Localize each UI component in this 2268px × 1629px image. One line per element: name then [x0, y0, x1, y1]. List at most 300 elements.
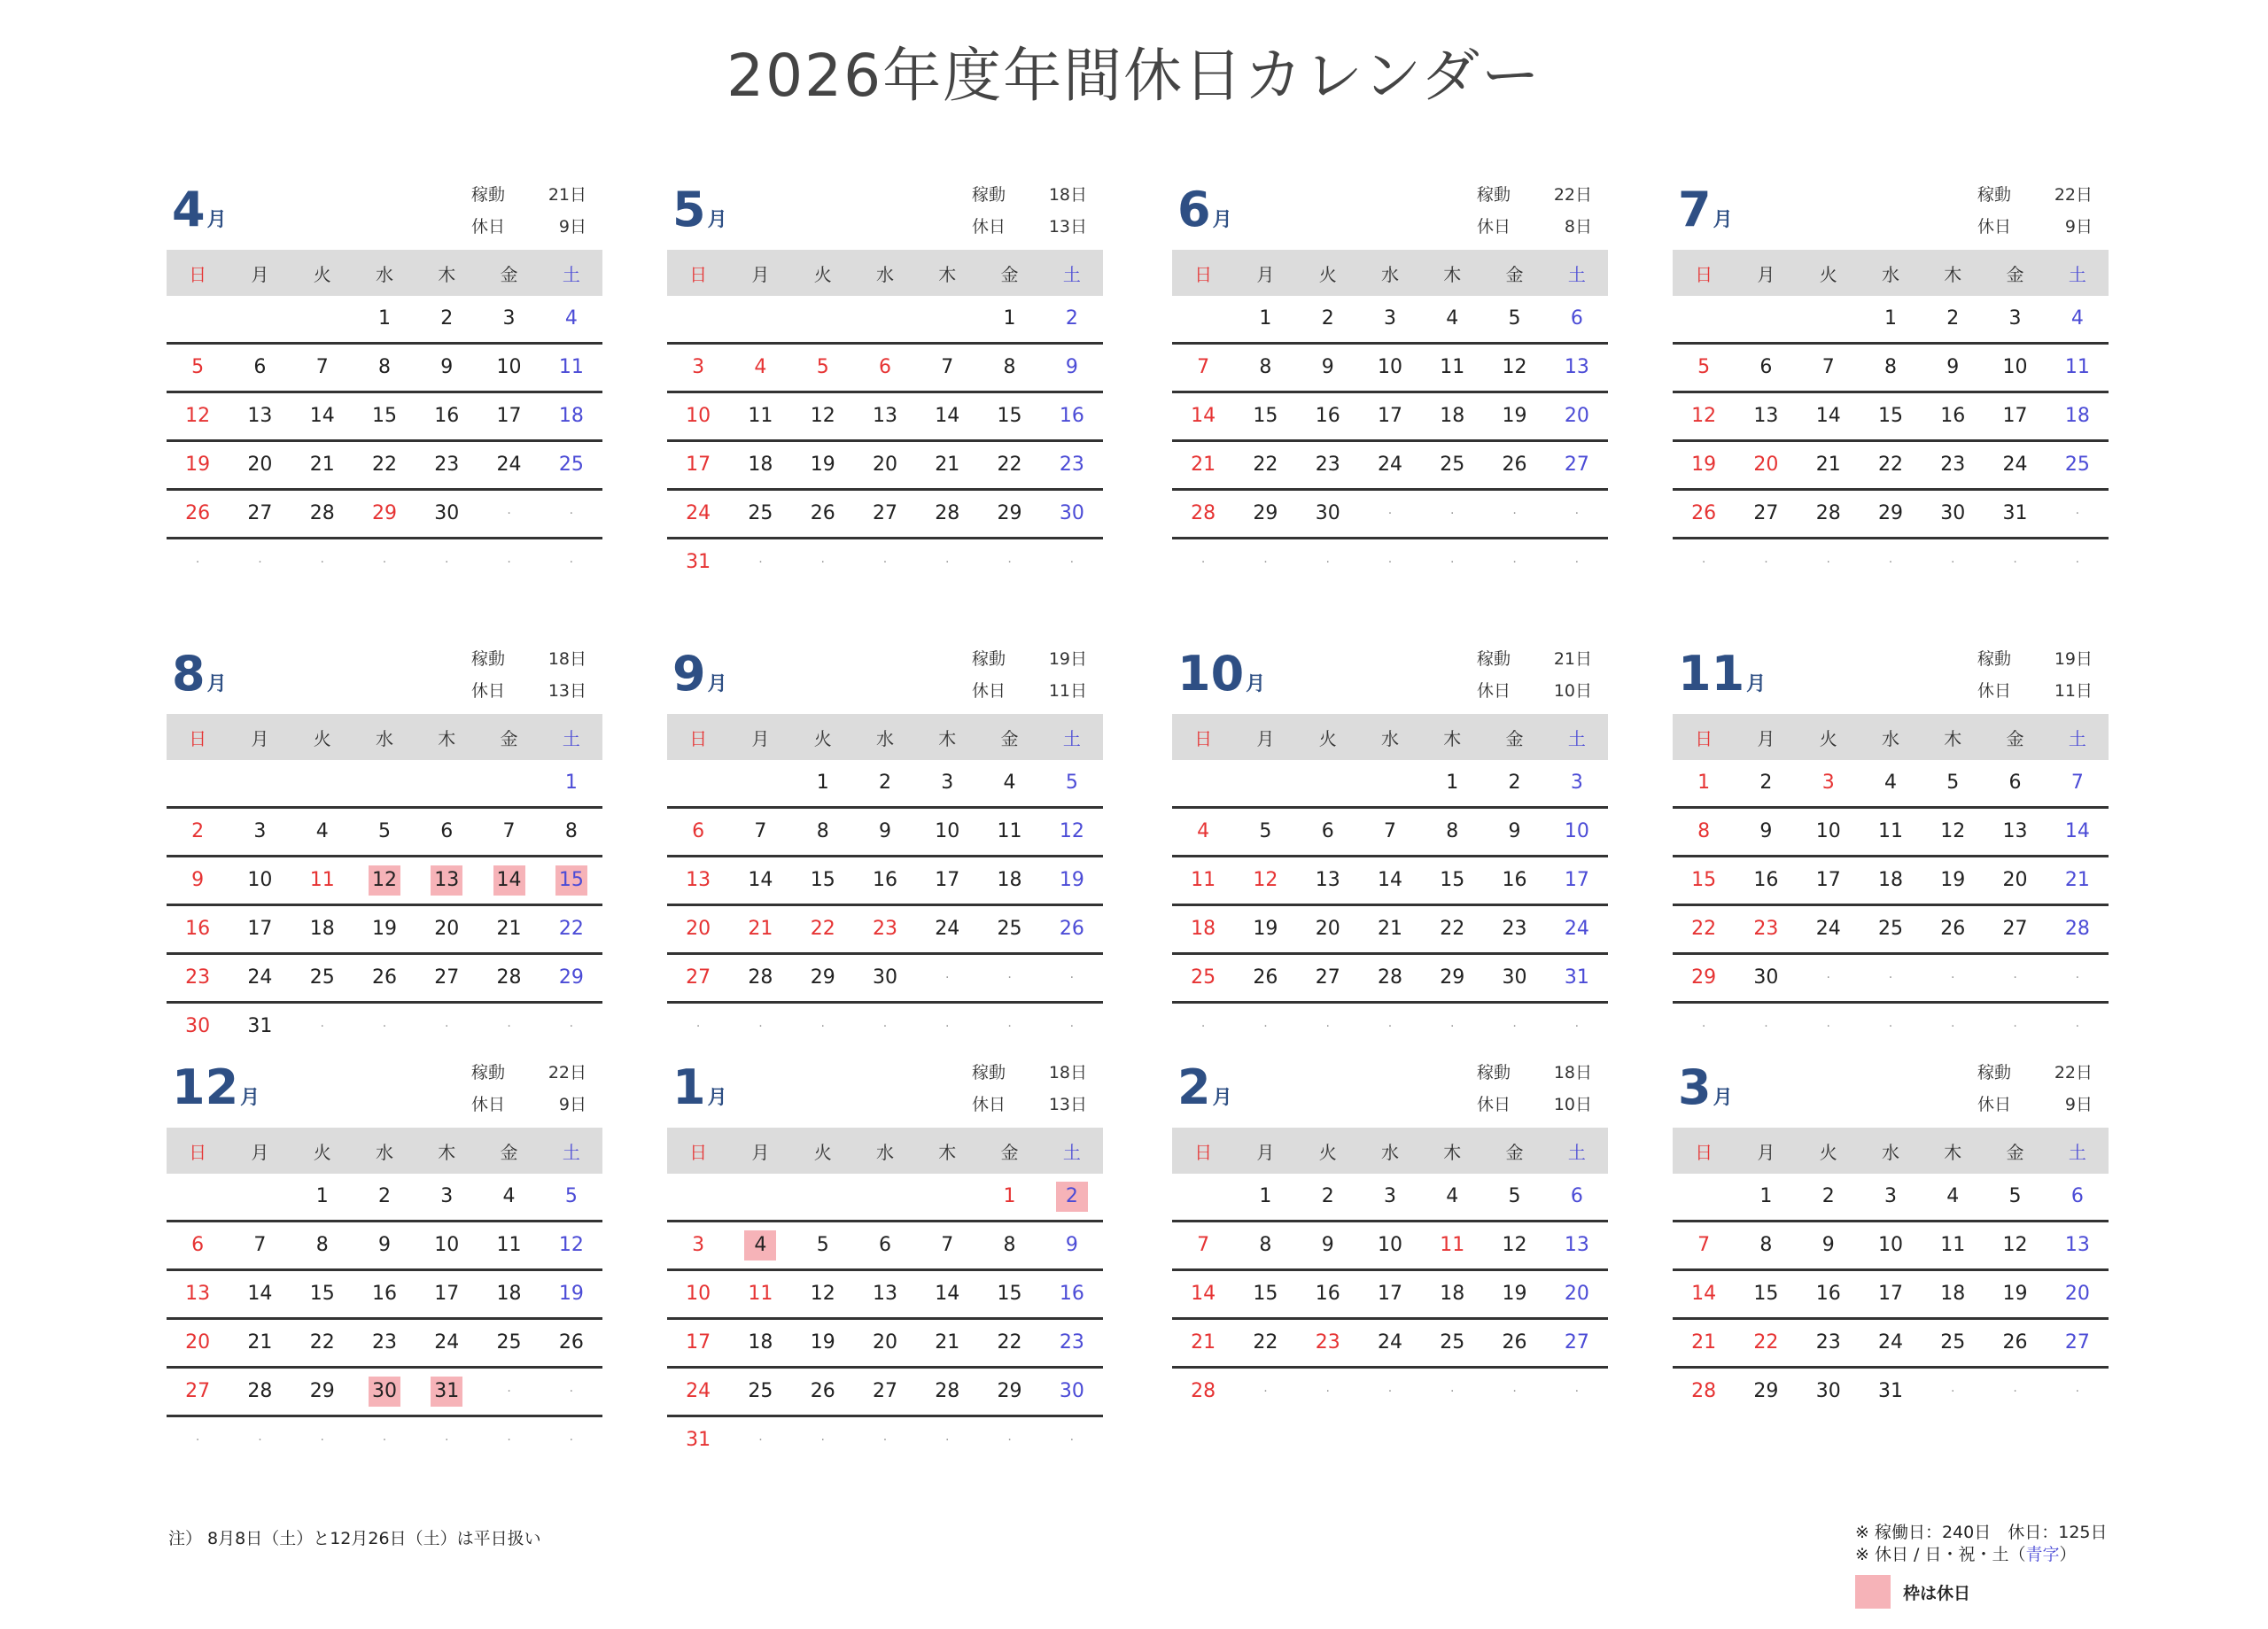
weekday-label: 金 [2006, 1141, 2024, 1163]
empty-day-marker [729, 1417, 791, 1463]
day-cell [1735, 393, 1797, 439]
day-number: 5 [816, 1234, 829, 1256]
day-number-highlighted: 4 [744, 1230, 776, 1261]
day-number: 18 [496, 1283, 522, 1305]
week-row [1172, 491, 1608, 539]
day-cell [1673, 1320, 1735, 1366]
day-cell [792, 857, 854, 904]
month-block [1673, 643, 2109, 1059]
day-cell [792, 906, 854, 952]
day-cell [1735, 809, 1797, 855]
blank-cell [667, 1174, 729, 1220]
week-row [1673, 345, 2109, 393]
week-row [667, 442, 1103, 491]
week-row [1172, 539, 1608, 586]
day-cell [1297, 393, 1359, 439]
weekday-label: 日 [189, 263, 207, 285]
empty-day-marker [667, 1004, 729, 1050]
day-number: 26 [185, 502, 211, 524]
week-row [1172, 345, 1608, 393]
month-number: 10 [1177, 646, 1245, 702]
day-cell [1546, 1320, 1608, 1366]
work-days-value: 19日 [1048, 649, 1087, 669]
day-number: 8 [1259, 1234, 1272, 1256]
day-cell [291, 1369, 353, 1415]
day-number: 7 [941, 356, 954, 378]
weekday-label: 木 [1443, 1141, 1462, 1163]
day-cell [1546, 1222, 1608, 1268]
day-cell [416, 296, 478, 342]
day-cell [416, 393, 478, 439]
weekday-header [167, 714, 602, 760]
day-number: · [320, 1433, 324, 1447]
day-number: 27 [686, 966, 711, 989]
day-number: · [1387, 1020, 1393, 1034]
day-cell [540, 393, 602, 439]
week-row [1673, 906, 2109, 955]
week-row [1172, 296, 1608, 345]
day-cell [353, 1369, 416, 1415]
day-number: · [2075, 971, 2080, 985]
day-number: 25 [748, 1380, 773, 1402]
day-cell [1735, 1174, 1797, 1220]
footer-rule-suffix: ） [2059, 1545, 2077, 1564]
day-number: 14 [1815, 405, 1841, 427]
day-number: · [945, 555, 950, 570]
day-cell [1673, 857, 1735, 904]
empty-day-marker [1483, 1004, 1545, 1050]
weekday-label: 土 [562, 1141, 580, 1163]
holiday-days-row [1477, 1089, 1592, 1121]
weekday-header [667, 1128, 1103, 1174]
weekday-label: 土 [562, 727, 580, 749]
day-cell [667, 491, 729, 537]
day-number: 19 [1502, 405, 1527, 427]
empty-day-marker [1234, 539, 1296, 586]
day-cell [478, 442, 540, 488]
day-number: 26 [1502, 1331, 1527, 1354]
blank-cell [1297, 760, 1359, 806]
day-cell [978, 1174, 1040, 1220]
month-header [1172, 643, 1608, 714]
day-number: · [320, 1020, 324, 1034]
empty-day-marker [1860, 955, 1922, 1001]
work-days-row [471, 1057, 586, 1089]
week-row [1673, 442, 2109, 491]
month-header [1172, 179, 1608, 250]
empty-day-marker [1984, 539, 2046, 586]
day-number: 22 [1691, 918, 1717, 940]
week-row [1673, 393, 2109, 442]
week-row [667, 809, 1103, 857]
day-cell [1172, 955, 1234, 1001]
day-number: · [1951, 971, 1955, 985]
day-number: · [945, 971, 950, 985]
day-cell [2047, 906, 2109, 952]
day-number: 3 [1884, 1185, 1897, 1207]
month-block [167, 179, 602, 595]
day-number: 1 [1259, 1185, 1272, 1207]
empty-day-marker [1041, 955, 1103, 1001]
day-cell [1483, 393, 1545, 439]
day-cell [1041, 491, 1103, 537]
day-number: 30 [185, 1015, 211, 1037]
day-cell [1041, 857, 1103, 904]
day-number: · [1512, 1020, 1517, 1034]
blank-cell [291, 760, 353, 806]
day-number: 17 [1877, 1283, 1903, 1305]
weekday-label: 水 [375, 1141, 393, 1163]
day-number: 17 [1377, 1283, 1402, 1305]
day-cell [416, 491, 478, 537]
day-grid [1172, 296, 1608, 586]
day-number: 4 [1446, 1185, 1459, 1207]
day-cell [1798, 442, 1860, 488]
weekday-label: 金 [1000, 263, 1019, 285]
work-days-label: 稼動 [972, 649, 1006, 669]
day-number: 28 [1377, 966, 1402, 989]
day-cell [1421, 1271, 1483, 1317]
day-cell [2047, 345, 2109, 391]
month-stats [471, 1057, 586, 1121]
day-cell [1234, 906, 1296, 952]
day-number: · [1200, 555, 1206, 570]
week-row [667, 906, 1103, 955]
day-number: 21 [247, 1331, 273, 1354]
blank-cell [1735, 296, 1797, 342]
day-cell [667, 955, 729, 1001]
day-number: 16 [1815, 1283, 1841, 1305]
day-number: 26 [1253, 966, 1278, 989]
day-cell [1297, 1222, 1359, 1268]
day-number: · [1826, 555, 1830, 570]
empty-day-marker [1984, 955, 2046, 1001]
day-number: · [945, 1020, 950, 1034]
day-number: 9 [1065, 356, 1078, 378]
day-number: 17 [2002, 405, 2028, 427]
day-number-highlighted: 31 [431, 1377, 462, 1407]
day-cell [729, 809, 791, 855]
empty-day-marker [353, 539, 416, 586]
day-number: 19 [558, 1283, 584, 1305]
day-cell [1483, 296, 1545, 342]
blank-cell [167, 760, 229, 806]
day-cell [229, 491, 291, 537]
weekday-label: 木 [938, 1141, 957, 1163]
blank-cell [729, 296, 791, 342]
day-cell [1860, 809, 1922, 855]
month-header [1673, 643, 2109, 714]
weekday-label: 木 [438, 727, 456, 749]
work-days-row [1477, 179, 1592, 211]
day-cell [1172, 491, 1234, 537]
day-number: 28 [748, 966, 773, 989]
day-cell [1234, 491, 1296, 537]
day-cell [1984, 1174, 2046, 1220]
day-cell [1483, 1222, 1545, 1268]
day-number: 17 [496, 405, 522, 427]
day-number: 9 [1759, 820, 1773, 842]
day-cell [1922, 442, 1984, 488]
day-number: 8 [377, 356, 391, 378]
month-number: 9 [672, 646, 706, 702]
day-cell [478, 345, 540, 391]
day-number: 10 [1377, 1234, 1402, 1256]
day-number: 29 [558, 966, 584, 989]
day-number: · [1069, 1020, 1075, 1034]
day-number: 12 [185, 405, 211, 427]
day-cell [1483, 955, 1545, 1001]
day-cell [1922, 906, 1984, 952]
day-number: 26 [1940, 918, 1966, 940]
day-number-highlighted: 2 [1056, 1182, 1088, 1212]
day-number: 18 [2064, 405, 2090, 427]
day-number: 15 [810, 869, 835, 891]
month-name [172, 1059, 260, 1115]
day-number: · [1263, 1385, 1268, 1399]
day-number: · [758, 1433, 763, 1447]
day-cell [978, 296, 1040, 342]
month-block [667, 1057, 1103, 1473]
day-number: 12 [558, 1234, 584, 1256]
day-number: 18 [309, 918, 335, 940]
month-name [672, 1059, 727, 1115]
day-cell [229, 1004, 291, 1050]
week-row [1172, 906, 1608, 955]
day-number: 29 [1877, 502, 1903, 524]
empty-day-marker [540, 539, 602, 586]
weekday-label: 日 [1194, 1141, 1213, 1163]
day-cell [792, 1271, 854, 1317]
day-cell [1546, 296, 1608, 342]
day-number: 9 [191, 869, 205, 891]
week-row [167, 491, 602, 539]
day-number: 9 [1821, 1234, 1835, 1256]
day-number: 15 [1253, 1283, 1278, 1305]
day-grid [167, 296, 602, 586]
holiday-days-label: 休日 [1977, 681, 2012, 701]
day-number: 10 [247, 869, 273, 891]
month-suffix: 月 [206, 209, 227, 231]
day-number: 3 [1383, 1185, 1396, 1207]
week-row [167, 539, 602, 586]
day-cell [416, 1320, 478, 1366]
day-number: 25 [1440, 1331, 1465, 1354]
day-number: 11 [997, 820, 1022, 842]
empty-day-marker [1041, 539, 1103, 586]
weekday-label: 木 [938, 263, 957, 285]
day-cell [1984, 491, 2046, 537]
weekday-label: 日 [1695, 263, 1713, 285]
weekday-label: 月 [1757, 727, 1775, 749]
week-row [1172, 857, 1608, 906]
holiday-days-value: 11日 [1048, 681, 1087, 701]
weekday-label: 月 [1757, 263, 1775, 285]
empty-day-marker [1359, 491, 1421, 537]
day-number: 1 [1884, 307, 1897, 330]
day-number: · [1325, 1385, 1330, 1399]
day-number: 31 [686, 551, 711, 573]
weekday-label: 日 [689, 263, 708, 285]
day-number: 3 [941, 772, 954, 794]
weekday-label: 金 [500, 727, 518, 749]
day-number: 13 [2064, 1234, 2090, 1256]
day-number: · [2075, 1385, 2080, 1399]
day-cell [1860, 760, 1922, 806]
day-number: · [1069, 1433, 1075, 1447]
empty-day-marker [1297, 1369, 1359, 1415]
day-number: 1 [1259, 307, 1272, 330]
day-number: 27 [2064, 1331, 2090, 1354]
empty-day-marker [2047, 1004, 2109, 1050]
day-number: 27 [1753, 502, 1779, 524]
day-cell [353, 491, 416, 537]
work-days-value: 21日 [1553, 649, 1592, 669]
week-row [667, 955, 1103, 1004]
empty-day-marker [1798, 1004, 1860, 1050]
day-number: 24 [247, 966, 273, 989]
day-number: · [569, 1433, 574, 1447]
empty-day-marker [478, 1004, 540, 1050]
day-cell [667, 1320, 729, 1366]
day-number: 26 [810, 1380, 835, 1402]
week-row [1172, 1271, 1608, 1320]
day-number: 12 [1940, 820, 1966, 842]
day-cell [1860, 442, 1922, 488]
weekday-label: 木 [1944, 1141, 1962, 1163]
day-number: 3 [1383, 307, 1396, 330]
day-cell [1359, 857, 1421, 904]
holiday-days-label: 休日 [471, 1095, 506, 1114]
day-cell [1172, 906, 1234, 952]
day-number: 22 [558, 918, 584, 940]
day-number: · [2075, 1020, 2080, 1034]
empty-day-marker [167, 1417, 229, 1463]
empty-day-marker [978, 1004, 1040, 1050]
day-cell [1673, 491, 1735, 537]
day-cell [916, 1369, 978, 1415]
week-row [167, 1369, 602, 1417]
holiday-days-row [1477, 675, 1592, 707]
weekday-label: 水 [875, 1141, 894, 1163]
holiday-days-value: 10日 [1553, 1095, 1592, 1114]
day-number: 22 [309, 1331, 335, 1354]
empty-day-marker [540, 1004, 602, 1050]
blank-cell [729, 1174, 791, 1220]
day-cell [1735, 345, 1797, 391]
week-row [1172, 955, 1608, 1004]
weekday-label: 水 [375, 727, 393, 749]
day-number: 23 [1059, 1331, 1084, 1354]
day-cell [1798, 345, 1860, 391]
holiday-days-value: 9日 [558, 1095, 586, 1114]
day-cell [2047, 1174, 2109, 1220]
week-row [167, 1004, 602, 1050]
day-cell [1234, 296, 1296, 342]
day-cell [1234, 393, 1296, 439]
day-cell [1546, 393, 1608, 439]
day-cell [1172, 393, 1234, 439]
weekday-label: 火 [813, 263, 832, 285]
day-number: 4 [502, 1185, 516, 1207]
day-number: 16 [1753, 869, 1779, 891]
day-number: 12 [1502, 1234, 1527, 1256]
weekday-label: 月 [1256, 727, 1275, 749]
blank-cell [1359, 760, 1421, 806]
day-number: 3 [692, 1234, 705, 1256]
day-number: 26 [810, 502, 835, 524]
month-name [172, 182, 227, 237]
holiday-days-value: 9日 [558, 217, 586, 237]
day-number: 24 [1564, 918, 1589, 940]
month-block [1172, 643, 1608, 1059]
work-days-value: 18日 [1048, 1063, 1087, 1082]
month-stats [471, 179, 586, 243]
day-cell [1297, 442, 1359, 488]
blank-cell [667, 296, 729, 342]
day-grid [1172, 1174, 1608, 1415]
day-number: 10 [686, 1283, 711, 1305]
day-number: 8 [1003, 1234, 1016, 1256]
day-number: 15 [1440, 869, 1465, 891]
day-number: 29 [1253, 502, 1278, 524]
work-days-value: 19日 [2054, 649, 2093, 669]
day-grid [667, 760, 1103, 1050]
day-number: · [382, 555, 387, 570]
day-cell [978, 442, 1040, 488]
day-number: 31 [247, 1015, 273, 1037]
day-cell [1297, 296, 1359, 342]
day-cell [1483, 442, 1545, 488]
day-number: 1 [1446, 772, 1459, 794]
week-row [667, 296, 1103, 345]
day-number: 27 [247, 502, 273, 524]
day-cell [1041, 393, 1103, 439]
week-row [1673, 1174, 2109, 1222]
day-cell [1735, 1369, 1797, 1415]
weekday-header [1673, 250, 2109, 296]
empty-day-marker [1359, 539, 1421, 586]
day-number: 9 [377, 1234, 391, 1256]
weekday-label: 金 [1505, 1141, 1524, 1163]
day-number: 14 [935, 405, 960, 427]
day-number: 17 [1377, 405, 1402, 427]
day-number: 23 [1753, 918, 1779, 940]
day-cell [1673, 393, 1735, 439]
day-cell [1922, 1174, 1984, 1220]
day-number: 11 [748, 405, 773, 427]
day-cell [1421, 906, 1483, 952]
day-number: · [1450, 555, 1455, 570]
day-number: · [1387, 555, 1393, 570]
empty-day-marker [1546, 1004, 1608, 1050]
weekday-label: 金 [1000, 727, 1019, 749]
day-number: · [1325, 1020, 1330, 1034]
day-number: · [1512, 555, 1517, 570]
day-cell [1673, 1222, 1735, 1268]
day-number: 28 [1815, 502, 1841, 524]
day-cell [540, 1174, 602, 1220]
holiday-days-row [972, 675, 1087, 707]
day-number: 19 [1691, 454, 1717, 476]
day-cell [1735, 1320, 1797, 1366]
day-number: 13 [247, 405, 273, 427]
day-cell [478, 1271, 540, 1317]
day-cell [1735, 442, 1797, 488]
day-cell [667, 345, 729, 391]
legend-swatch [1855, 1575, 1891, 1609]
footer-notes [1855, 1522, 2108, 1566]
